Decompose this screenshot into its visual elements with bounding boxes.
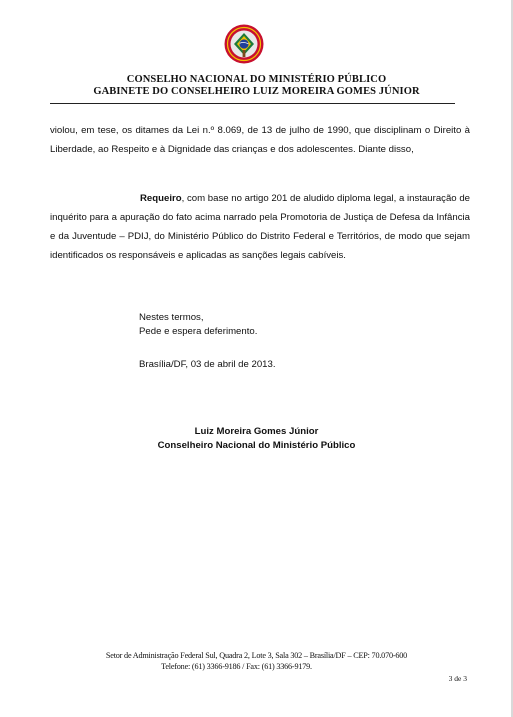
signatory-name: Luiz Moreira Gomes Júnior	[194, 426, 319, 437]
header-office: GABINETE DO CONSELHEIRO LUIZ MOREIRA GOMES JÚNIOR	[93, 86, 420, 97]
page-number: 3 de 3	[448, 674, 467, 683]
coat-of-arms-seal-icon	[224, 24, 264, 64]
paragraph-2	[50, 189, 470, 265]
header-divider	[50, 103, 455, 104]
closing-line-1: Nestes termos,	[139, 312, 204, 323]
signatory-title: Conselheiro Nacional do Ministério Público	[157, 440, 356, 451]
header-organization: CONSELHO NACIONAL DO MINISTÉRIO PÚBLICO	[126, 74, 387, 85]
paragraph-2-text: , com base no artigo 201 de aludido diploma legal, a instauração de inquérito para a apuração do fato acima narrado pela Promotoria de Justiça de Defesa da Infância e da Juventude – PDIJ, do Ministério Público do Distrito Federal e Territórios, de modo que sejam identificados os responsáveis e aplicadas as sanções legais cabíveis.	[50, 193, 470, 261]
place-and-date: Brasília/DF, 03 de abril de 2013.	[139, 359, 276, 370]
signature-block	[0, 425, 513, 453]
paragraph-2-bold-lead: Requeiro	[140, 193, 182, 204]
footer-phone: Telefone: (61) 3366-9186 / Fax: (61) 3366-9179.	[161, 662, 312, 671]
closing-line-2: Pede e espera deferimento.	[139, 326, 258, 337]
footer-address: Setor de Administração Federal Sul, Quadra 2, Lote 3, Sala 302 – Brasília/DF – CEP: 70.070-600	[105, 651, 408, 660]
paragraph-1: violou, em tese, os ditames da Lei n.º 8.069, de 13 de julho de 1990, que disciplinam o Direito à Liberdade, ao Respeito e à Dignidade das crianças e dos adolescentes. Diante disso,	[50, 125, 470, 155]
closing-block	[139, 311, 257, 339]
